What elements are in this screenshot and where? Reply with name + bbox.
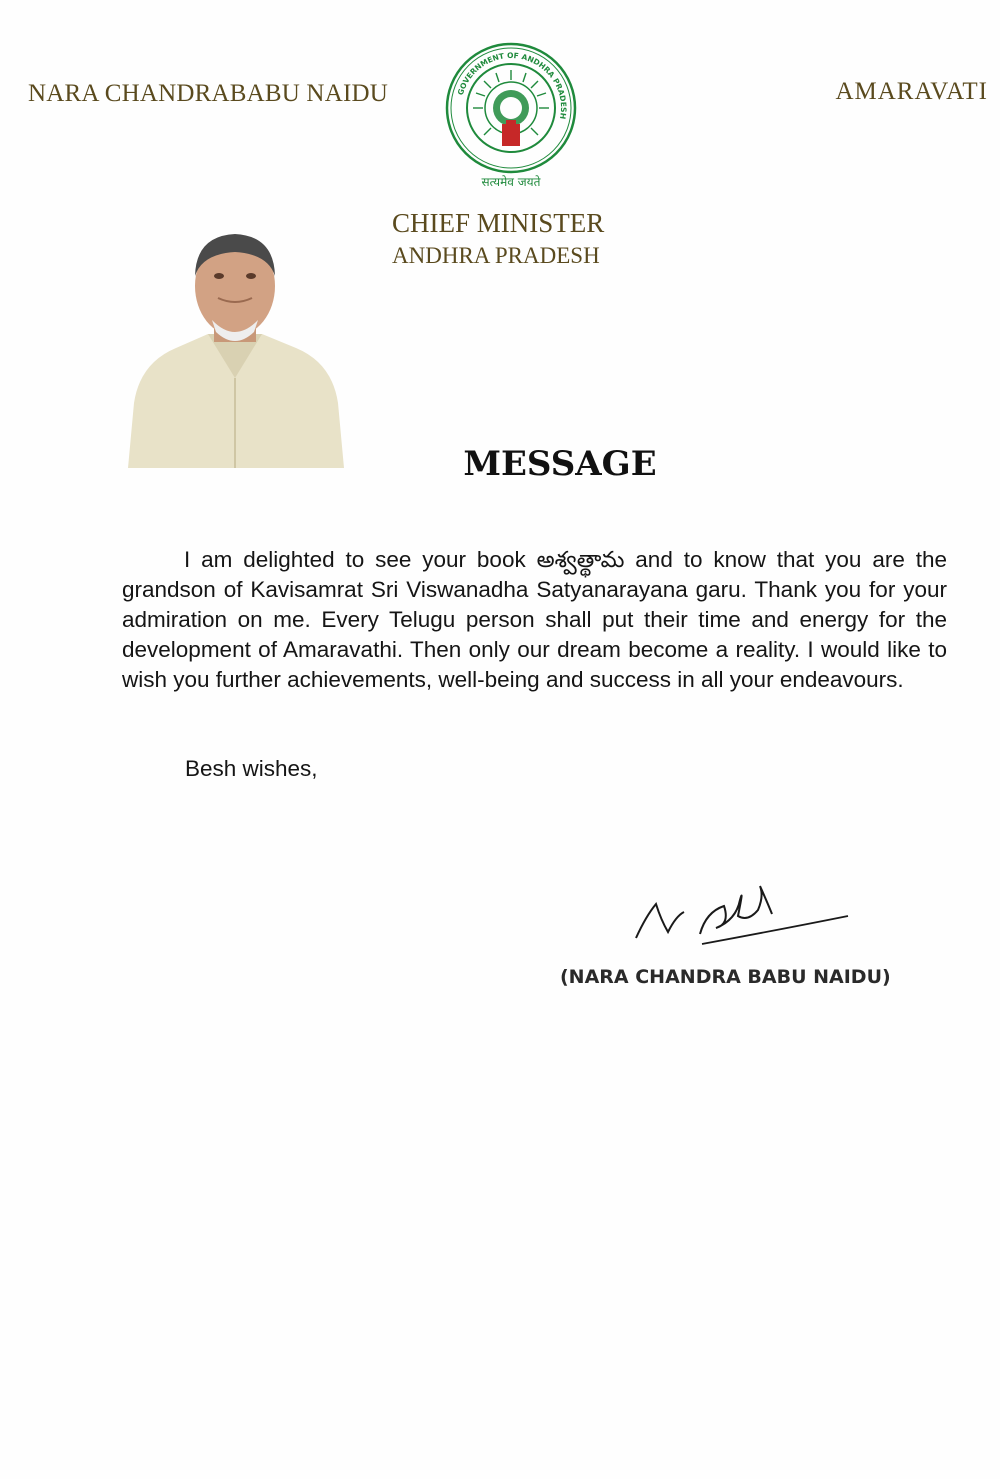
svg-text:GOVERNMENT OF ANDHRA PRADESH: GOVERNMENT OF ANDHRA PRADESH bbox=[455, 50, 569, 120]
letterhead-name: NARA CHANDRABABU NAIDU bbox=[28, 80, 388, 107]
signer-name: (NARA CHANDRA BABU NAIDU) bbox=[560, 966, 891, 988]
message-body: I am delighted to see your book అశ్వత్థామ and to know that you are the grandson of Kavisamrat Sri Viswanadha Satyanarayana garu. Thank you for your admiration on me. Every Telugu person shall put their time and energy for the development of Amaravathi. Then only our dream become a reality. I would like to wish you further achievements, well-being and success in all your endeavours. bbox=[122, 547, 947, 692]
closing-line: Besh wishes, bbox=[185, 756, 318, 781]
designation-title: CHIEF MINISTER bbox=[392, 208, 605, 238]
portrait-photo-icon bbox=[126, 228, 344, 468]
state-emblem-icon bbox=[444, 40, 578, 192]
letterhead-place: AMARAVATI bbox=[835, 78, 988, 105]
emblem-motto: सत्यमेव जयते bbox=[481, 175, 541, 189]
signature-icon bbox=[628, 876, 858, 956]
message-heading: MESSAGE bbox=[463, 444, 657, 484]
state-title: ANDHRA PRADESH bbox=[392, 243, 600, 268]
